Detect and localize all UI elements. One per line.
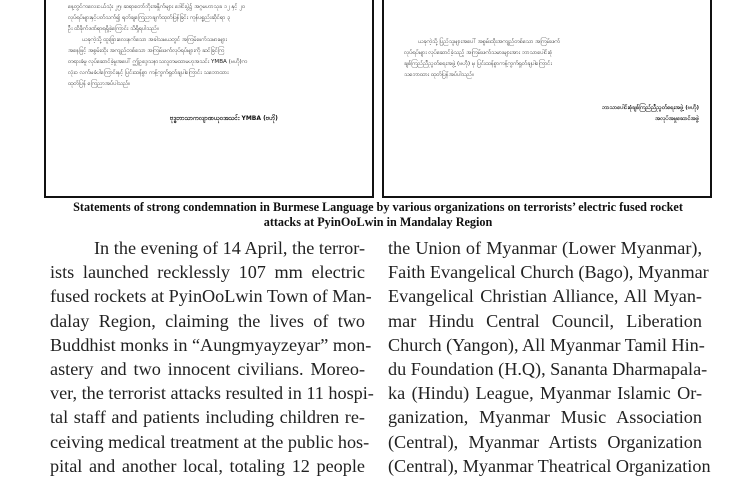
right-statement-image	[382, 0, 712, 198]
signature-line: ဘာသာပေါင်းစုံချစ်ကြည်ညီညွတ်ရေးအဖွဲ့ (ဗဟို)	[601, 105, 699, 111]
statement-line: လုပ်ရပ်များ လုပ်ဆောင်ခဲ့သည့် အကြမ်းဖက်သမားများအား ဘာသာပေါင်းစုံ	[404, 50, 553, 56]
body-line: dalay Region, claiming the lives of two	[50, 310, 365, 331]
statement-line: ချစ်ကြည်ညီညွတ်ရေးအဖွဲ့ (ဗဟို) မှ ပြင်းထန်စွာကန့်ကွက်ရှုတ်ချပါကြောင်း	[404, 61, 552, 67]
statement-line: ဦး ထိခိုက်ဒဏ်ရာရရှိခဲ့ကြောင်း သိရှိရပါသည်။	[68, 26, 159, 32]
statement-line: သဘောထား ထုတ်ပြန်အပ်ပါသည်။	[404, 72, 474, 78]
statement-line: ယခုကဲ့သို့ ထူးခြားလေးနက်သော အခါသမယတွင် အကြမ်းဖက်သမားများ	[82, 37, 227, 43]
body-line: pital and another local, totaling 12 people	[50, 455, 365, 476]
body-line: fused rockets at PyinOoLwin Town of Man-	[50, 286, 372, 307]
body-line: Evangelical Christian Alliance, All Myan-	[388, 286, 702, 307]
right-statement-text	[404, 37, 699, 81]
caption-line: Statements of strong condemnation in Burmese Language by various organizations on terrorists’ electric fused rocket	[73, 200, 683, 214]
right-statement-signature	[534, 103, 699, 125]
body-line: Church (Yangon), All Myanmar Tamil Hin-	[388, 334, 705, 355]
body-line: ka (Hindu) League, Myanmar Islamic Or-	[388, 383, 702, 404]
figure-caption	[40, 200, 716, 230]
statement-line: လုပ်ရပ်များနှင့်ပတ်သက်၍ ရုတ်ချကြေညာချက်ထုတ်ပြန်ခြင်း ကုန်ပစ္စည်းဆိုင်ရာ ၃	[68, 15, 231, 21]
statement-line: ထုတ်ပြန် ကြေညာအပ်ပါသည်။	[68, 81, 130, 87]
body-line: In the evening of 14 April, the terror-	[94, 238, 365, 258]
body-line: du Foundation (H.Q), Sananta Dharmapala-	[388, 359, 708, 380]
statement-line: ယခုကဲ့သို့ ပြည်သူများအပေါ် အစွမ်းထိုးအကျည်တစ်သော အကြမ်းဖက်	[418, 39, 561, 45]
body-line: the Union of Myanmar (Lower Myanmar),	[388, 238, 702, 258]
left-statement-signature: ဗုဒ္ဓဘာသာကလျာဏယုဝအသင်း YMBA (ဗဟို)	[170, 115, 278, 122]
body-line: Faith Evangelical Church (Bago), Myanmar	[388, 262, 709, 283]
article-column-left	[50, 236, 374, 478]
body-line: (Central), Myanmar Theatrical Organization	[388, 455, 711, 476]
article-column-right	[388, 236, 711, 478]
body-line: ceiving medical treatment at the public hos-	[50, 431, 370, 452]
statement-line: အနေဖြင့် အစွမ်းထိုး အကျည်တစ်သော အကြမ်းဖက်လုပ်ရပ်များကို ဆင်ခြင်ကြ	[68, 48, 225, 54]
body-line: ganization, Myanmar Music Association	[388, 407, 702, 428]
statement-line: နေ့တွင်ကလေးငယ်သုံး ၂၅၊ ဆရာတော်ဘိုးအနှိုက်များ ဒေါင်းပွဲ၌ အဂ္ဂမဟာသုခ ၁၂ နှင့် ၂၀	[68, 4, 246, 10]
body-line: ver, the terrorist attacks resulted in 11 hospi-	[50, 383, 374, 404]
body-line: astery and two innocent civilians. Moreo-	[50, 359, 365, 380]
body-line: mar Hindu Central Council, Liberation	[388, 310, 702, 331]
body-line: (Central), Myanmar Artists Organization	[388, 431, 702, 452]
caption-line: attacks at PyinOoLwin in Mandalay Region	[263, 215, 493, 229]
body-line: ists launched recklessly 107 mm electric	[50, 262, 365, 283]
body-line: tal staff and patients including children re-	[50, 407, 365, 428]
left-statement-text	[68, 2, 358, 90]
body-line: Buddhist monks in “Aungmyayzeyar” mon-	[50, 334, 372, 355]
left-statement-image	[44, 0, 374, 198]
signature-line: အလုပ်အမှုဆောင်အဖွဲ့	[655, 116, 699, 122]
statement-line: လုံးဝ လက်မခံပါကြောင်းနှင့် ပြင်းထန်စွာ ကန့်ကွက်ရှုတ်ချပါကြောင်း သဘောထား	[68, 70, 229, 76]
statement-line: တရားခံမူ လုပ်ဆောင်ခဲ့မှုအပေါ် ဤဥဒ္ဒေသနာသလူတမထာမဟုအသင်း YMBA (ဗဟို)က	[68, 59, 248, 65]
